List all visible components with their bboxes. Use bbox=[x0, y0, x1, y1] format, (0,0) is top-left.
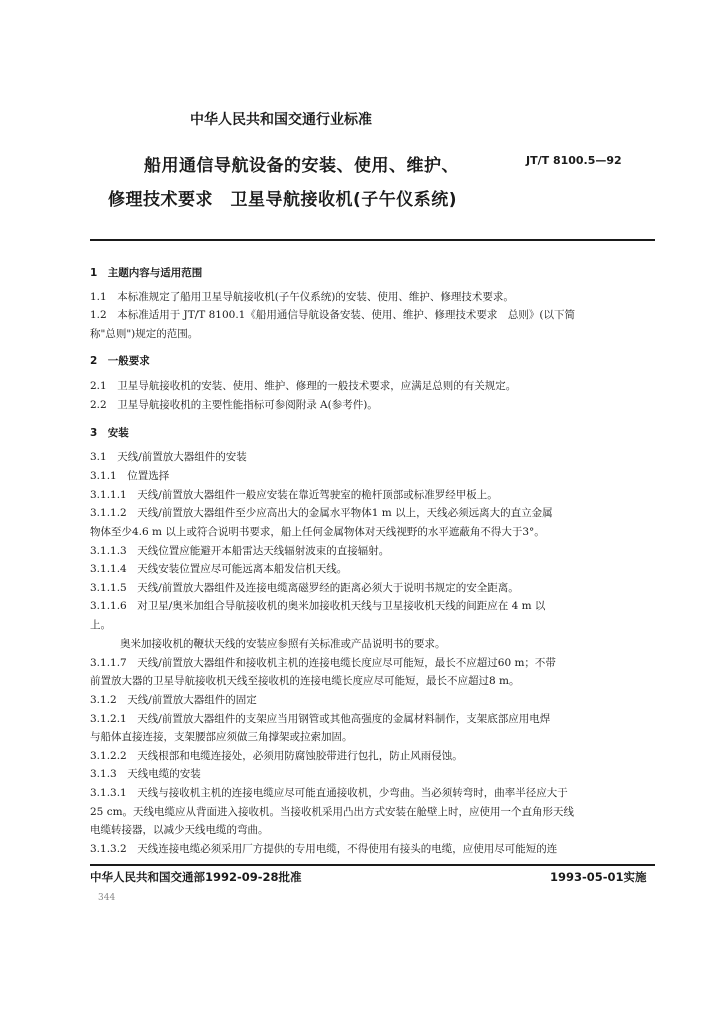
clause-3-1-1-2: 3.1.1.2 天线/前置放大器组件至少应高出大的金属水平物体1 m 以上，天线必须远离大的直立金属 bbox=[90, 507, 553, 519]
footer-rule bbox=[90, 864, 655, 866]
clause-1-2: 1.2 本标准适用于 JT/T 8100.1《船用通信导航设备安装、使用、维护、修理技术要求 总则》(以下简 bbox=[90, 309, 575, 321]
document-title-line2: 修理技术要求 卫星导航接收机(子午仪系统) bbox=[108, 190, 458, 210]
clause-3-1-2-1-cont: 与船体直接连接，支架腰部应须做三角撑架或拉索加固。 bbox=[90, 731, 353, 743]
clause-2-2: 2.2 卫星导航接收机的主要性能指标可参阅附录 A(参考件)。 bbox=[90, 399, 378, 411]
clause-3-1-1-6: 3.1.1.6 对卫星/奥米加组合导航接收机的奥米加接收机天线与卫星接收机天线的间距应在 4 m 以 bbox=[90, 600, 546, 612]
clause-3-1-3-2: 3.1.3.2 天线连接电缆必须采用厂方提供的专用电缆，不得使用有接头的电缆，应使用尽可能短的连 bbox=[90, 843, 558, 855]
clause-3-1-1-7: 3.1.1.7 天线/前置放大器组件和接收机主机的连接电缆长度应尽可能短，最长不应超过60 m；不带 bbox=[90, 657, 556, 669]
clause-3-1-1-1: 3.1.1.1 天线/前置放大器组件一般应安装在靠近驾驶室的桅杆顶部或标准罗经甲板上。 bbox=[90, 489, 498, 501]
clause-3-1-1-7-cont: 前置放大器的卫星导航接收机天线至接收机的连接电缆长度应尽可能短，最长不应超过8 m。 bbox=[90, 675, 520, 687]
clause-3-1-1-3: 3.1.1.3 天线位置应能避开本船雷达天线辐射波束的直接辐射。 bbox=[90, 545, 390, 557]
section-3-heading: 3 安装 bbox=[90, 427, 129, 439]
clause-3-1-2-2: 3.1.2.2 天线根部和电缆连接处，必须用防腐蚀胶带进行包扎，防止风雨侵蚀。 bbox=[90, 750, 463, 762]
clause-3-1: 3.1 天线/前置放大器组件的安装 bbox=[90, 451, 247, 463]
section-2-heading: 2 一般要求 bbox=[90, 355, 150, 367]
clause-1-1: 1.1 本标准规定了船用卫星导航接收机(子午仪系统)的安装、使用、维护、修理技术要求。 bbox=[90, 291, 514, 303]
omega-note: 奥米加接收机的鞭状天线的安装应参照有关标准或产品说明书的要求。 bbox=[120, 638, 446, 650]
header-rule bbox=[90, 239, 655, 241]
approval-date: 中华人民共和国交通部1992-09-28批准 bbox=[90, 870, 302, 884]
standard-number: JT/T 8100.5—92 bbox=[526, 154, 622, 167]
clause-3-1-3: 3.1.3 天线电缆的安装 bbox=[90, 768, 201, 780]
clause-3-1-3-1: 3.1.3.1 天线与接收机主机的连接电缆应尽可能直通接收机，少弯曲。当必须转弯时，曲率半径应大于 bbox=[90, 787, 568, 799]
clause-3-1-3-1-cont2: 电缆转接器，以减少天线电缆的弯曲。 bbox=[90, 824, 269, 836]
clause-3-1-1-4: 3.1.1.4 天线安装位置应尽可能远离本船发信机天线。 bbox=[90, 563, 348, 575]
implementation-date: 1993-05-01实施 bbox=[550, 870, 647, 884]
clause-1-2-cont: 称"总则")规定的范围。 bbox=[90, 328, 199, 340]
clause-3-1-1-5: 3.1.1.5 天线/前置放大器组件及连接电缆离磁罗经的距离必须大于说明书规定的安全距离。 bbox=[90, 582, 519, 594]
clause-3-1-1-6-cont: 上。 bbox=[90, 619, 111, 631]
section-1-heading: 1 主题内容与适用范围 bbox=[90, 267, 203, 279]
clause-3-1-3-1-cont1: 25 cm。天线电缆应从背面进入接收机。当接收机采用凸出方式安装在舱壁上时，应使用一个直角形天线 bbox=[90, 806, 575, 818]
org-heading: 中华人民共和国交通行业标准 bbox=[190, 112, 372, 128]
document-title-line1: 船用通信导航设备的安装、使用、维护、 bbox=[144, 156, 459, 176]
clause-3-1-1-2-cont: 物体至少4.6 m 以上或符合说明书要求，船上任何金属物体对天线视野的水平遮蔽角不得大于3°。 bbox=[90, 526, 545, 538]
clause-3-1-1: 3.1.1 位置选择 bbox=[90, 470, 170, 482]
clause-2-1: 2.1 卫星导航接收机的安装、使用、维护、修理的一般技术要求，应满足总则的有关规定。 bbox=[90, 380, 517, 392]
page-number: 344 bbox=[98, 893, 116, 903]
clause-3-1-2-1: 3.1.2.1 天线/前置放大器组件的支架应当用钢管或其他高强度的金属材料制作，支架底部应用电焊 bbox=[90, 713, 551, 725]
clause-3-1-2: 3.1.2 天线/前置放大器组件的固定 bbox=[90, 694, 257, 706]
